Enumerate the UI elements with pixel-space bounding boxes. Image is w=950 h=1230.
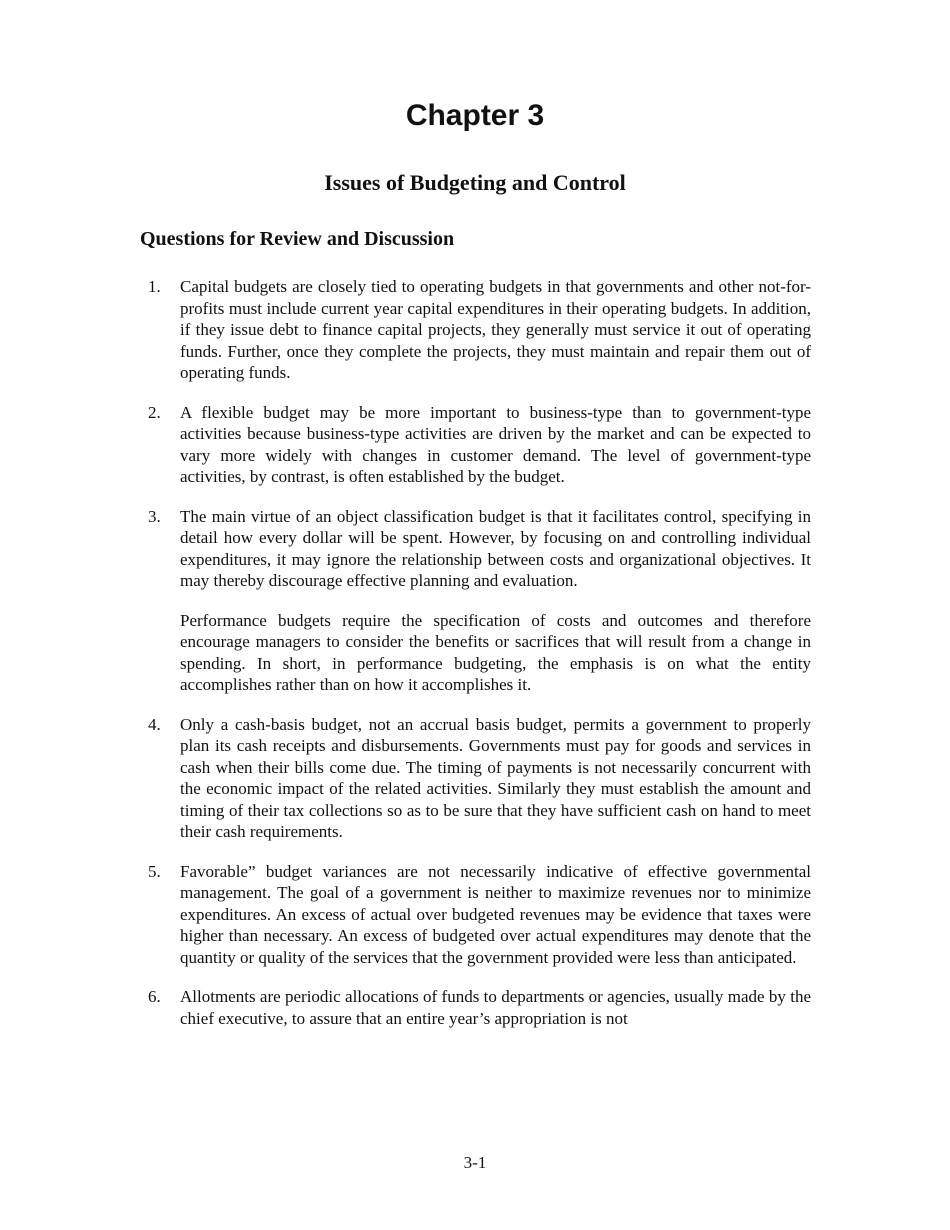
answer-paragraph: A flexible budget may be more important to business-type than to government-type activities because business-type activities are driven by the market and can be expected to vary more widely with changes in customer demand. The level of government-type activities, by contrast, is often established by the budget.	[180, 402, 811, 486]
question-item	[140, 402, 811, 488]
question-item	[140, 986, 811, 1029]
answer-paragraph: Performance budgets require the specification of costs and outcomes and therefore encourage managers to consider the benefits or sacrifices that will result from a change in spending. In short, in performance budgeting, the emphasis is on what the entity accomplishes rather than on how it accomplishes it.	[180, 610, 811, 694]
chapter-subtitle: Issues of Budgeting and Control	[324, 170, 626, 195]
answer-paragraph: Favorable” budget variances are not necessarily indicative of effective governmental management. The goal of a government is neither to maximize revenues nor to minimize expenditures. An excess of actual over budgeted revenues may be evidence that taxes were higher than necessary. An excess of budgeted over actual expenditures may denote that the quantity or quality of the services that the government provided were less than anticipated.	[180, 861, 811, 967]
answer-paragraph: Allotments are periodic allocations of funds to departments or agencies, usually made by the chief executive, to assure that an entire year’s appropriation is not	[180, 987, 811, 1028]
answer-paragraph: Only a cash-basis budget, not an accrual basis budget, permits a government to properly plan its cash receipts and disbursements. Governments must pay for goods and services in cash when their bills come due. The timing of payments is not necessarily concurrent with the economic impact of the related activities. Similarly they must establish the amount and timing of their tax collections so as to be sure that they have sufficient cash on hand to meet their cash requirements.	[180, 714, 811, 841]
question-number: 5.	[148, 861, 161, 881]
question-number: 4.	[148, 714, 161, 734]
question-number: 6.	[148, 987, 161, 1006]
question-number: 3.	[148, 506, 161, 526]
question-item	[140, 506, 811, 696]
question-item	[140, 861, 811, 969]
answer-paragraph: The main virtue of an object classification budget is that it facilitates control, specifying in detail how every dollar will be spent. However, by focusing on and controlling individual expenditures, it may ignore the relationship between costs and organizational objectives. It may thereby discourage effective planning and evaluation.	[180, 506, 811, 590]
page-number: 3-1	[463, 1153, 487, 1172]
section-heading: Questions for Review and Discussion	[140, 228, 455, 250]
question-item	[140, 276, 811, 384]
question-number: 1.	[148, 277, 161, 296]
chapter-title: Chapter 3	[405, 99, 545, 132]
questions-list	[140, 276, 811, 1047]
answer-paragraph: Capital budgets are closely tied to operating budgets in that governments and other not-for-profits must include current year capital expenditures in their operating budgets. In addition, if they issue debt to finance capital projects, they generally must service it out of operating funds. Further, once they complete the projects, they must maintain and repair them out of operating funds.	[180, 277, 811, 382]
question-number: 2.	[148, 402, 161, 422]
question-item	[140, 714, 811, 843]
